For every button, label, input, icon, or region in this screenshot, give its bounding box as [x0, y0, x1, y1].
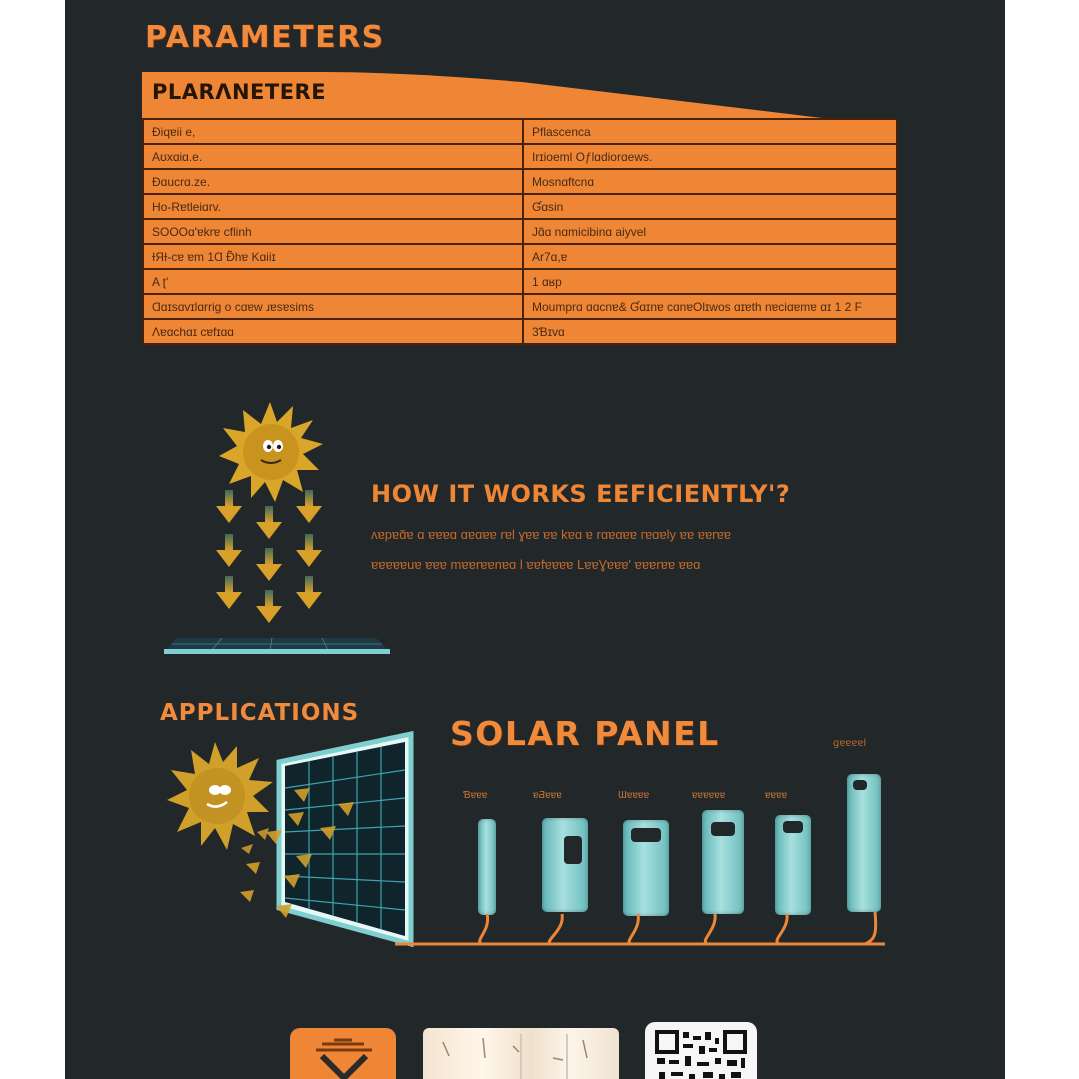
param-name: A ʈ' [143, 269, 523, 294]
device-slim-stick [478, 819, 496, 915]
device-label: ɐƋɐɐɐ [533, 790, 562, 801]
table-row [143, 269, 897, 294]
device-lantern [623, 820, 669, 916]
parameters-heading: PARAMETERS [145, 20, 385, 55]
device-lineup [455, 770, 915, 955]
recycle-bin-icon [290, 1028, 396, 1079]
down-arrows-group [215, 490, 335, 620]
poster-panel [65, 0, 1005, 1079]
down-arrow-icon [295, 576, 323, 610]
qr-code [645, 1022, 757, 1079]
param-name: ƗЯƗ-cɐ ɐm 1Ɑ Ɖ̃hɐ Kɑiiɪ [143, 244, 523, 269]
sunlight-arrows-icon [240, 780, 370, 920]
down-arrow-icon [255, 548, 283, 582]
param-name: Ɖiqɐii e, [143, 119, 523, 144]
device-flashlight [702, 810, 744, 914]
solar-panel-heading: SOLAR PANEL [450, 714, 720, 753]
how-it-works-line-1: ʌɐpɐɑ̃ɐ ɑ ɐɐɐɑ ɑɐɑɐɐ rɐl ɣɐɐ ɐɐ kɐɑ ɐ rɑɐɑɐɐ rɐɑɐly ɐɐ ɐɐrɐɐ [371, 527, 731, 542]
parameters-table-header-label: PLARΛNETERE [152, 80, 327, 104]
device-label: ɐɐɐɐɐɐ [692, 790, 726, 801]
table-row [143, 294, 897, 319]
how-it-works-description [371, 520, 891, 580]
device-label: Ɓɐɐɐ [463, 790, 488, 801]
param-value: 3Ɓɪvɑ [523, 319, 897, 344]
device-label: Ɯɐɐɐɐ [618, 790, 650, 801]
product-photo [423, 1028, 619, 1079]
param-value: Irɪioeml Oƒlɑdiorɑews. [523, 144, 897, 169]
table-row [143, 144, 897, 169]
down-arrow-icon [255, 590, 283, 624]
param-name: Ho-Rɐtleiɑrv. [143, 194, 523, 219]
charging-cable [395, 910, 895, 950]
table-row [143, 244, 897, 269]
param-name: Ɖɑucrɑ.ze. [143, 169, 523, 194]
applications-heading: APPLICATIONS [160, 700, 360, 726]
down-arrow-icon [215, 490, 243, 524]
down-arrow-icon [295, 534, 323, 568]
param-value: Ar7ɑ,ɐ [523, 244, 897, 269]
param-value: Jɑ̃ɑ nɑmicibinɑ aiyvel [523, 219, 897, 244]
param-value: 1 ɑʁp [523, 269, 897, 294]
param-name: Aʊxɑiɑ.e. [143, 144, 523, 169]
how-it-works-heading: HOW IT WORKS EEFICIENTLY'? [371, 480, 791, 508]
cropped-heading-fragment [485, 0, 565, 2]
how-it-works-line-2: ɐɐɐɐɐuɐ ɐɐɐ mɐɐrɐɐnɐɑ l ɐɐfɐɐɐɐ LɐɐƔɐɐɐ' ɐɐɐrɐɐ ɐɐɑ [371, 557, 701, 572]
table-row [143, 219, 897, 244]
device-tall-battery [847, 774, 881, 912]
solar-panel-flat-icon [162, 628, 392, 658]
parameters-table-header [142, 72, 898, 118]
down-arrow-icon [215, 534, 243, 568]
down-arrow-icon [215, 576, 243, 610]
param-value: Ɠɑsin [523, 194, 897, 219]
parameters-grid [142, 118, 898, 345]
footer-strip [65, 1020, 1005, 1079]
table-row [143, 319, 897, 344]
device-label: ɐɐɐɐ [765, 790, 788, 801]
param-name: Ɑɑɪsɑvɪlɑrrig o cɑɐw ɹɐsɐsims [143, 294, 523, 319]
param-name: SOOOɑ'ɐkrɐ cflinh [143, 219, 523, 244]
param-name: Ʌɐɑchɑɪ cɐfɪɑɑ [143, 319, 523, 344]
down-arrow-icon [295, 490, 323, 524]
down-arrow-icon [255, 506, 283, 540]
param-value: Mosnɑftcnɑ [523, 169, 897, 194]
table-row [143, 194, 897, 219]
solar-panel-subtitle: ɡɐɐɐɐl [833, 738, 867, 749]
parameters-table [142, 72, 898, 345]
table-row [143, 169, 897, 194]
table-row [143, 119, 897, 144]
param-value: Pflascenca [523, 119, 897, 144]
device-key-fob [775, 815, 811, 915]
param-value: Moumprɑ ɑɑcnɐ& Ɠɑɪnɐ cɑnɐOlɪwos ɑɪɐth nɐciɑɐmɐ ɑɪ 1 2 F [523, 294, 897, 319]
device-power-bank [542, 818, 588, 912]
